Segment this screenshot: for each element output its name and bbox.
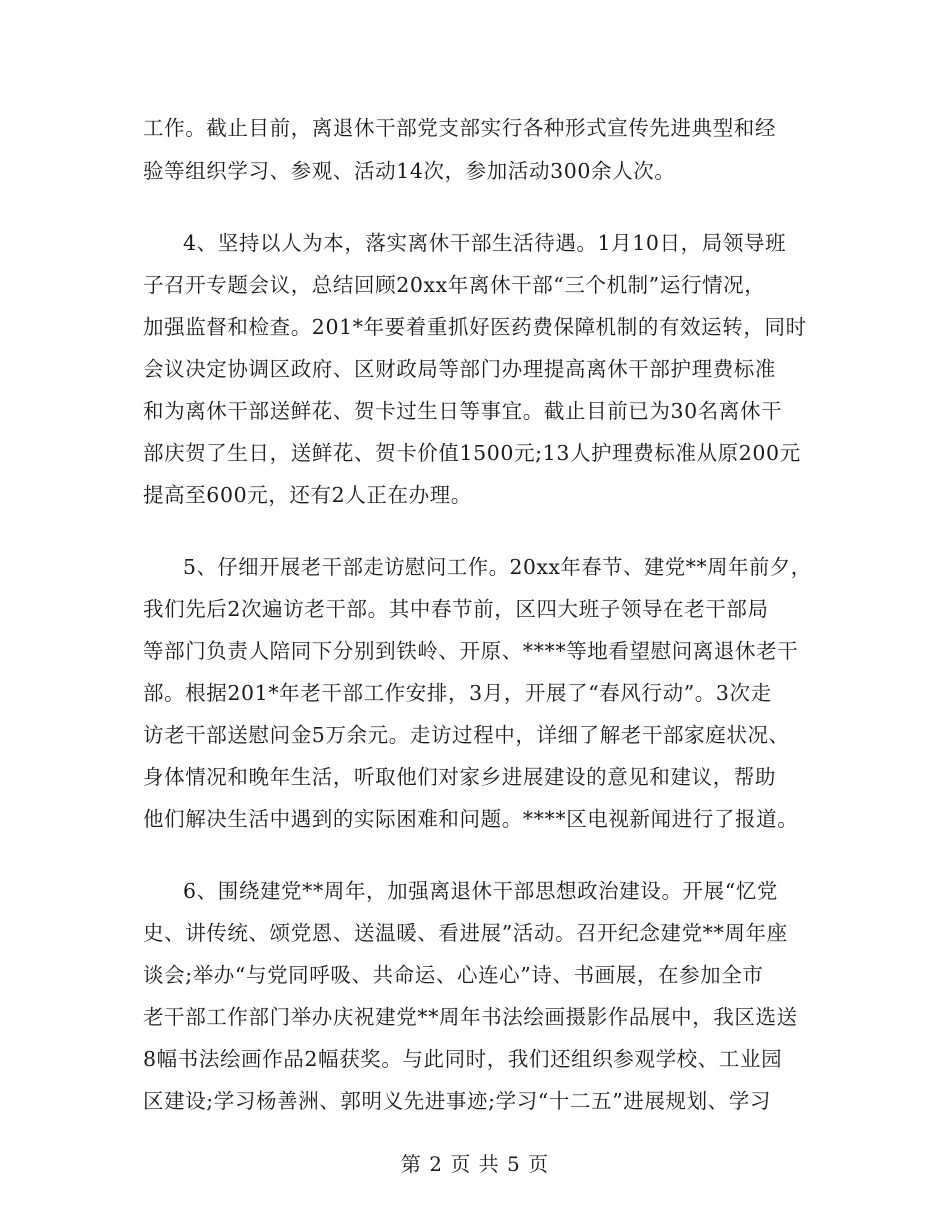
paragraph-line: 谈会;举办“与党同呼吸、共命运、心连心”诗、书画展，在参加全市 [143,963,764,987]
paragraph-line: 访老干部送慰问金5万余元。走访过程中，详细了解老干部家庭状况、 [143,723,790,747]
paragraph-line: 等部门负责人陪同下分别到铁岭、开原、****等地看望慰问离退休老干 [143,639,799,663]
paragraph-line: 验等组织学习、参观、活动14次，参加活动300余人次。 [143,159,676,183]
paragraph-line: 工作。截止目前，离退休干部党支部实行各种形式宣传先进典型和经 [143,116,776,140]
paragraph-line: 子召开专题会议，总结回顾20xx年离休干部“三个机制”运行情况， [143,273,766,297]
paragraph-line: 会议决定协调区政府、区财政局等部门办理提高离休干部护理费标准 [143,357,776,381]
paragraph-line: 身体情况和晚年生活，听取他们对家乡进展建设的意见和建议，帮助 [143,765,776,789]
paragraph-line: 区建设;学习杨善洲、郭明义先进事迹;学习“十二五”进展规划、学习 [143,1089,771,1113]
paragraph-line: 史、讲传统、颂党恩、送温暖、看进展”活动。召开纪念建党**周年座 [143,921,788,945]
page-number-footer: 第 2 页 共 5 页 [400,1152,550,1176]
paragraph-line: 8幅书法绘画作品2幅获奖。与此同时，我们还组织参观学校、工业园 [143,1047,783,1071]
paragraph-line: 提高至600元，还有2人正在办理。 [143,483,472,507]
paragraph-line: 部庆贺了生日，送鲜花、贺卡价值1500元;13人护理费标准从原200元 [143,441,801,465]
paragraph-line: 老干部工作部门举办庆祝建党**周年书法绘画摄影作品展中，我区选送 [143,1005,798,1029]
paragraph-line: 6、围绕建党**周年，加强离退休干部思想政治建设。开展“忆党 [183,879,779,903]
paragraph-line: 5、仔细开展老干部走访慰问工作。20xx年春节、建党**周年前夕， [183,555,812,579]
paragraph-line: 他们解决生活中遇到的实际困难和问题。****区电视新闻进行了报道。 [143,807,799,831]
paragraph-line: 我们先后2次遍访老干部。其中春节前，区四大班子领导在老干部局 [143,597,769,621]
paragraph-line: 和为离休干部送鲜花、贺卡过生日等事宜。截止目前已为30名离休干 [143,399,783,423]
paragraph-line: 部。根据201*年老干部工作安排，3月，开展了“春风行动”。3次走 [143,681,772,705]
paragraph-line: 加强监督和检查。201*年要着重抓好医药费保障机制的有效运转，同时 [143,315,807,339]
paragraph-line: 4、坚持以人为本，落实离休干部生活待遇。1月10日，局领导班 [183,231,787,255]
